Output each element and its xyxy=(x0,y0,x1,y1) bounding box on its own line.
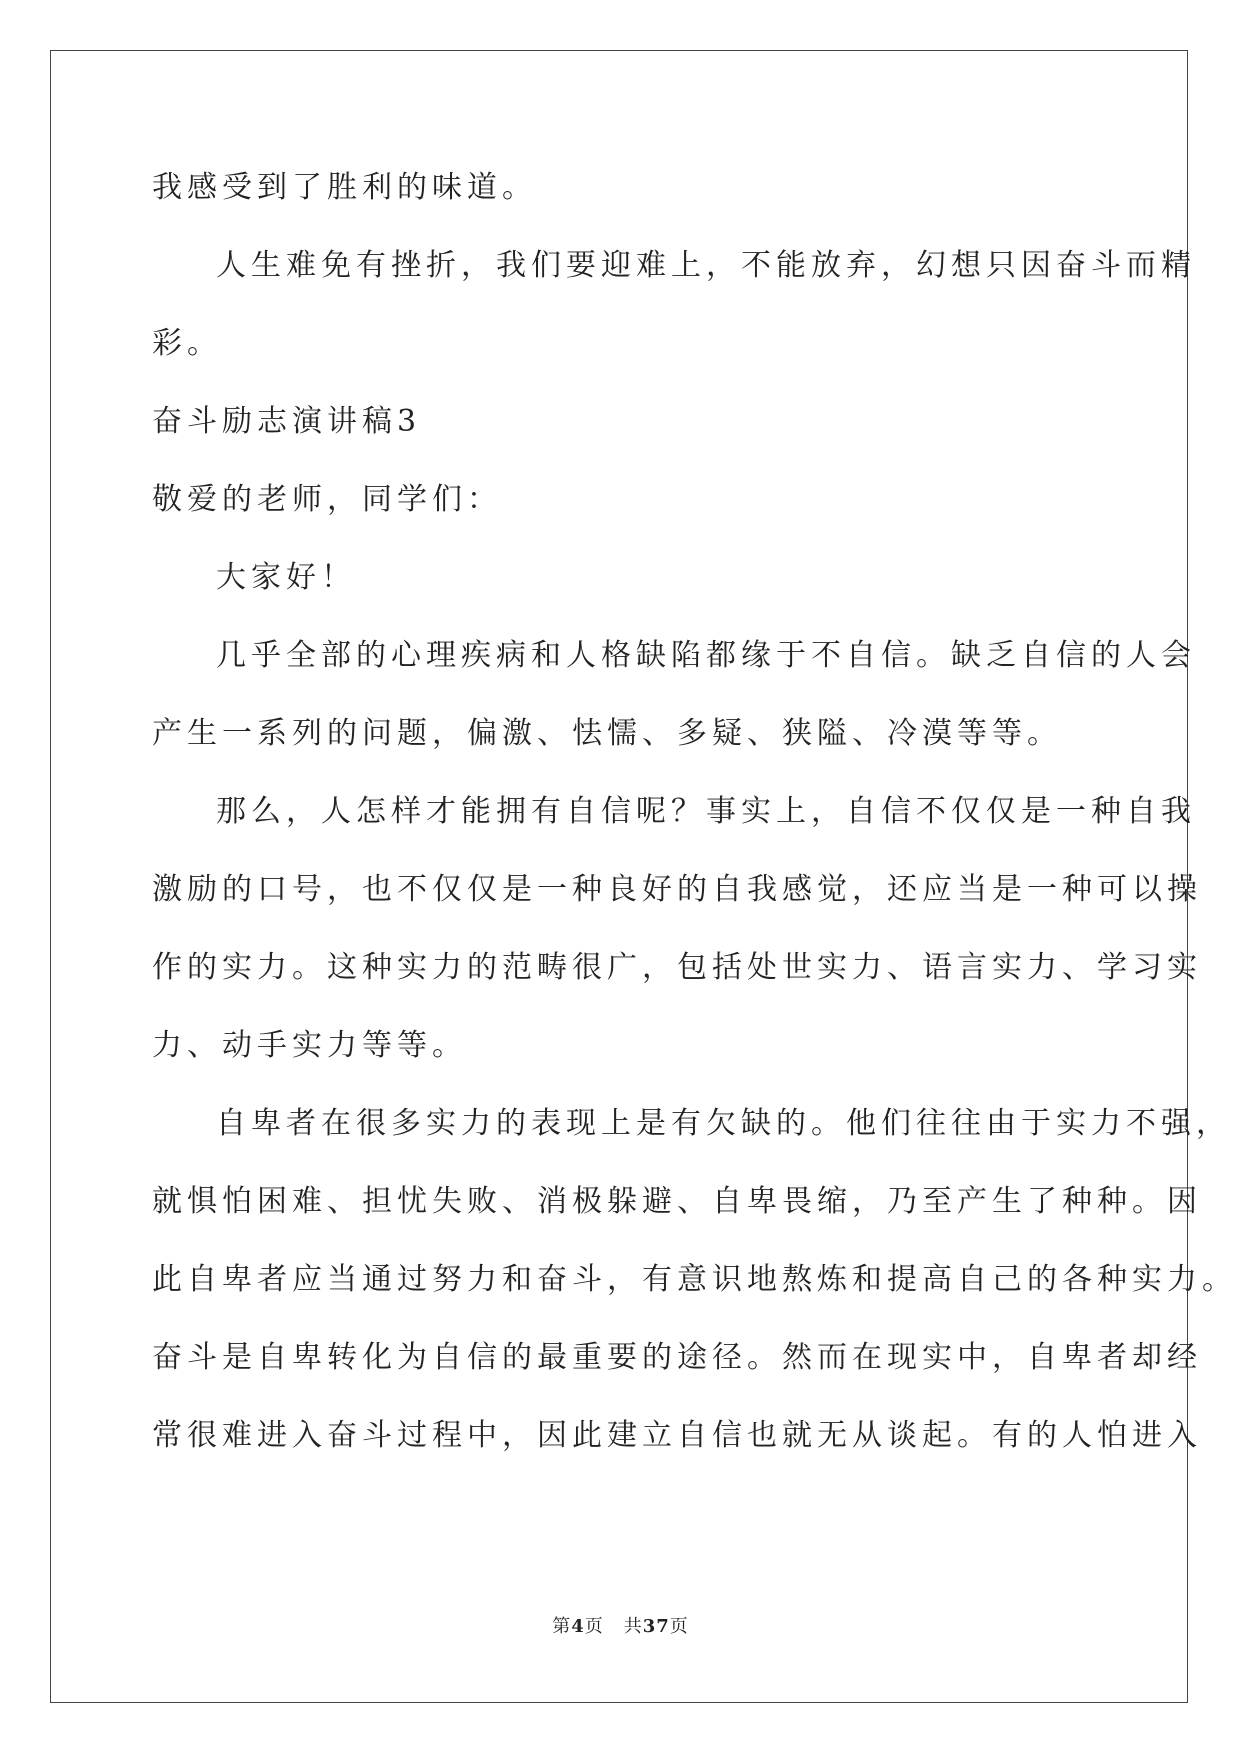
text-line: 奋斗励志演讲稿3 xyxy=(152,404,422,439)
text-line: 敬爱的老师，同学们： xyxy=(152,482,502,517)
text-line: 产生一系列的问题，偏激、怯懦、多疑、狭隘、冷漠等等。 xyxy=(152,716,1062,751)
footer-total-prefix: 共 xyxy=(623,1616,643,1637)
footer-total-pages: 37 xyxy=(642,1616,670,1637)
text-line: 人生难免有挫折，我们要迎难上，不能放弃，幻想只因奋斗而精 xyxy=(216,248,1196,283)
text-line: 此自卑者应当通过努力和奋斗，有意识地熬炼和提高自己的各种实力。 xyxy=(152,1262,1237,1297)
text-line: 几乎全部的心理疾病和人格缺陷都缘于不自信。缺乏自信的人会 xyxy=(216,638,1196,673)
text-line: 激励的口号，也不仅仅是一种良好的自我感觉，还应当是一种可以操 xyxy=(152,872,1202,907)
text-line: 力、动手实力等等。 xyxy=(152,1028,467,1063)
text-line: 彩。 xyxy=(152,326,222,361)
text-line: 那么，人怎样才能拥有自信呢？事实上，自信不仅仅是一种自我 xyxy=(216,794,1196,829)
footer-total-suffix: 页 xyxy=(669,1616,689,1637)
document-body xyxy=(152,160,1237,1486)
text-line: 常很难进入奋斗过程中，因此建立自信也就无从谈起。有的人怕进入 xyxy=(152,1418,1202,1453)
footer-current-page: 4 xyxy=(571,1616,585,1637)
text-line: 自卑者在很多实力的表现上是有欠缺的。他们往往由于实力不强， xyxy=(216,1106,1231,1141)
footer-page-prefix: 第 xyxy=(552,1616,572,1637)
text-line: 奋斗是自卑转化为自信的最重要的途径。然而在现实中，自卑者却经 xyxy=(152,1340,1202,1375)
page-footer xyxy=(0,1612,1241,1638)
footer-page-suffix: 页 xyxy=(584,1616,604,1637)
text-line: 我感受到了胜利的味道。 xyxy=(152,170,537,205)
text-line: 大家好！ xyxy=(216,560,356,595)
text-line: 就惧怕困难、担忧失败、消极躲避、自卑畏缩，乃至产生了种种。因 xyxy=(152,1184,1202,1219)
text-line: 作的实力。这种实力的范畴很广，包括处世实力、语言实力、学习实 xyxy=(152,950,1202,985)
